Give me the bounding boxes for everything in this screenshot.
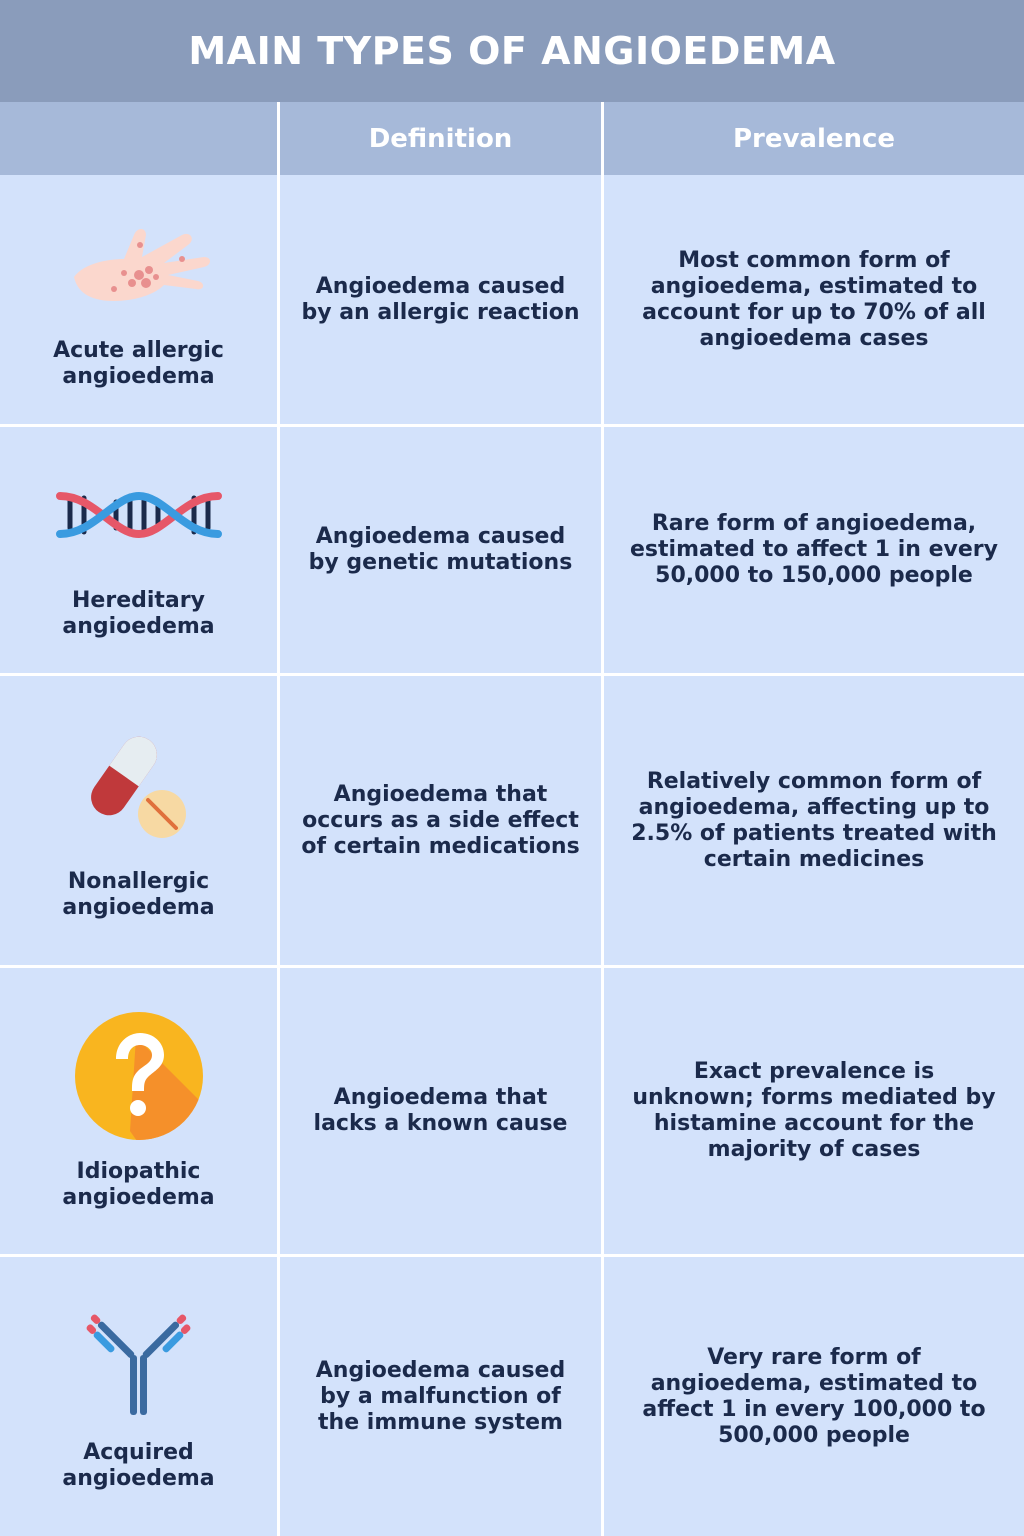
definition-cell: Angioedema caused by a malfunction of the immune system: [315, 1357, 566, 1435]
table-header: [0, 102, 1024, 175]
pills-icon: [84, 721, 194, 851]
definition-cell: Angioedema that occurs as a side effect of certain medications: [301, 781, 580, 859]
type-name: Acquired angioedema: [62, 1439, 215, 1491]
prevalence-cell: Rare form of angioedema, estimated to affect 1 in every 50,000 to 150,000 people: [630, 511, 998, 588]
prevalence-cell: Relatively common form of angioedema, affecting up to 2.5% of patients treated with certain medicines: [631, 768, 997, 872]
antibody-icon: [84, 1302, 194, 1422]
type-name: Acute allergic angioedema: [53, 337, 224, 389]
definition-cell: Angioedema that lacks a known cause: [313, 1085, 568, 1136]
table-row: [0, 676, 1024, 965]
question-mark-icon: [74, 1011, 204, 1141]
definition-cell: Angioedema caused by genetic mutations: [308, 524, 573, 575]
prevalence-cell: Exact prevalence is unknown; forms mediated by histamine account for the majority of cases: [632, 1059, 996, 1162]
header-cell-prevalence: Prevalence: [732, 123, 896, 154]
prevalence-cell: Most common form of angioedema, estimated to account for up to 70% of all angioedema cases: [642, 247, 986, 351]
table-row: [0, 427, 1024, 673]
page-title: MAIN TYPES OF ANGIOEDEMA: [188, 29, 836, 73]
type-name: Hereditary angioedema: [62, 588, 215, 639]
header-cell-definition: Definition: [368, 123, 513, 154]
hand-rash-icon: [64, 210, 214, 320]
type-name: Idiopathic angioedema: [62, 1159, 215, 1210]
type-cell: [0, 968, 277, 1254]
header-cell-type: [0, 102, 277, 175]
type-name: Nonallergic angioedema: [62, 868, 215, 920]
type-cell: [0, 427, 277, 673]
type-cell: [0, 676, 277, 965]
title-bar: [0, 0, 1024, 102]
dna-icon: [54, 460, 224, 570]
table-row: [0, 1257, 1024, 1536]
type-cell: [0, 1257, 277, 1536]
table-row: [0, 175, 1024, 424]
prevalence-cell: Very rare form of angioedema, estimated to affect 1 in every 100,000 to 500,000 people: [642, 1344, 986, 1448]
table-row: [0, 968, 1024, 1254]
type-cell: [0, 175, 277, 424]
definition-cell: Angioedema caused by an allergic reaction: [301, 273, 580, 325]
